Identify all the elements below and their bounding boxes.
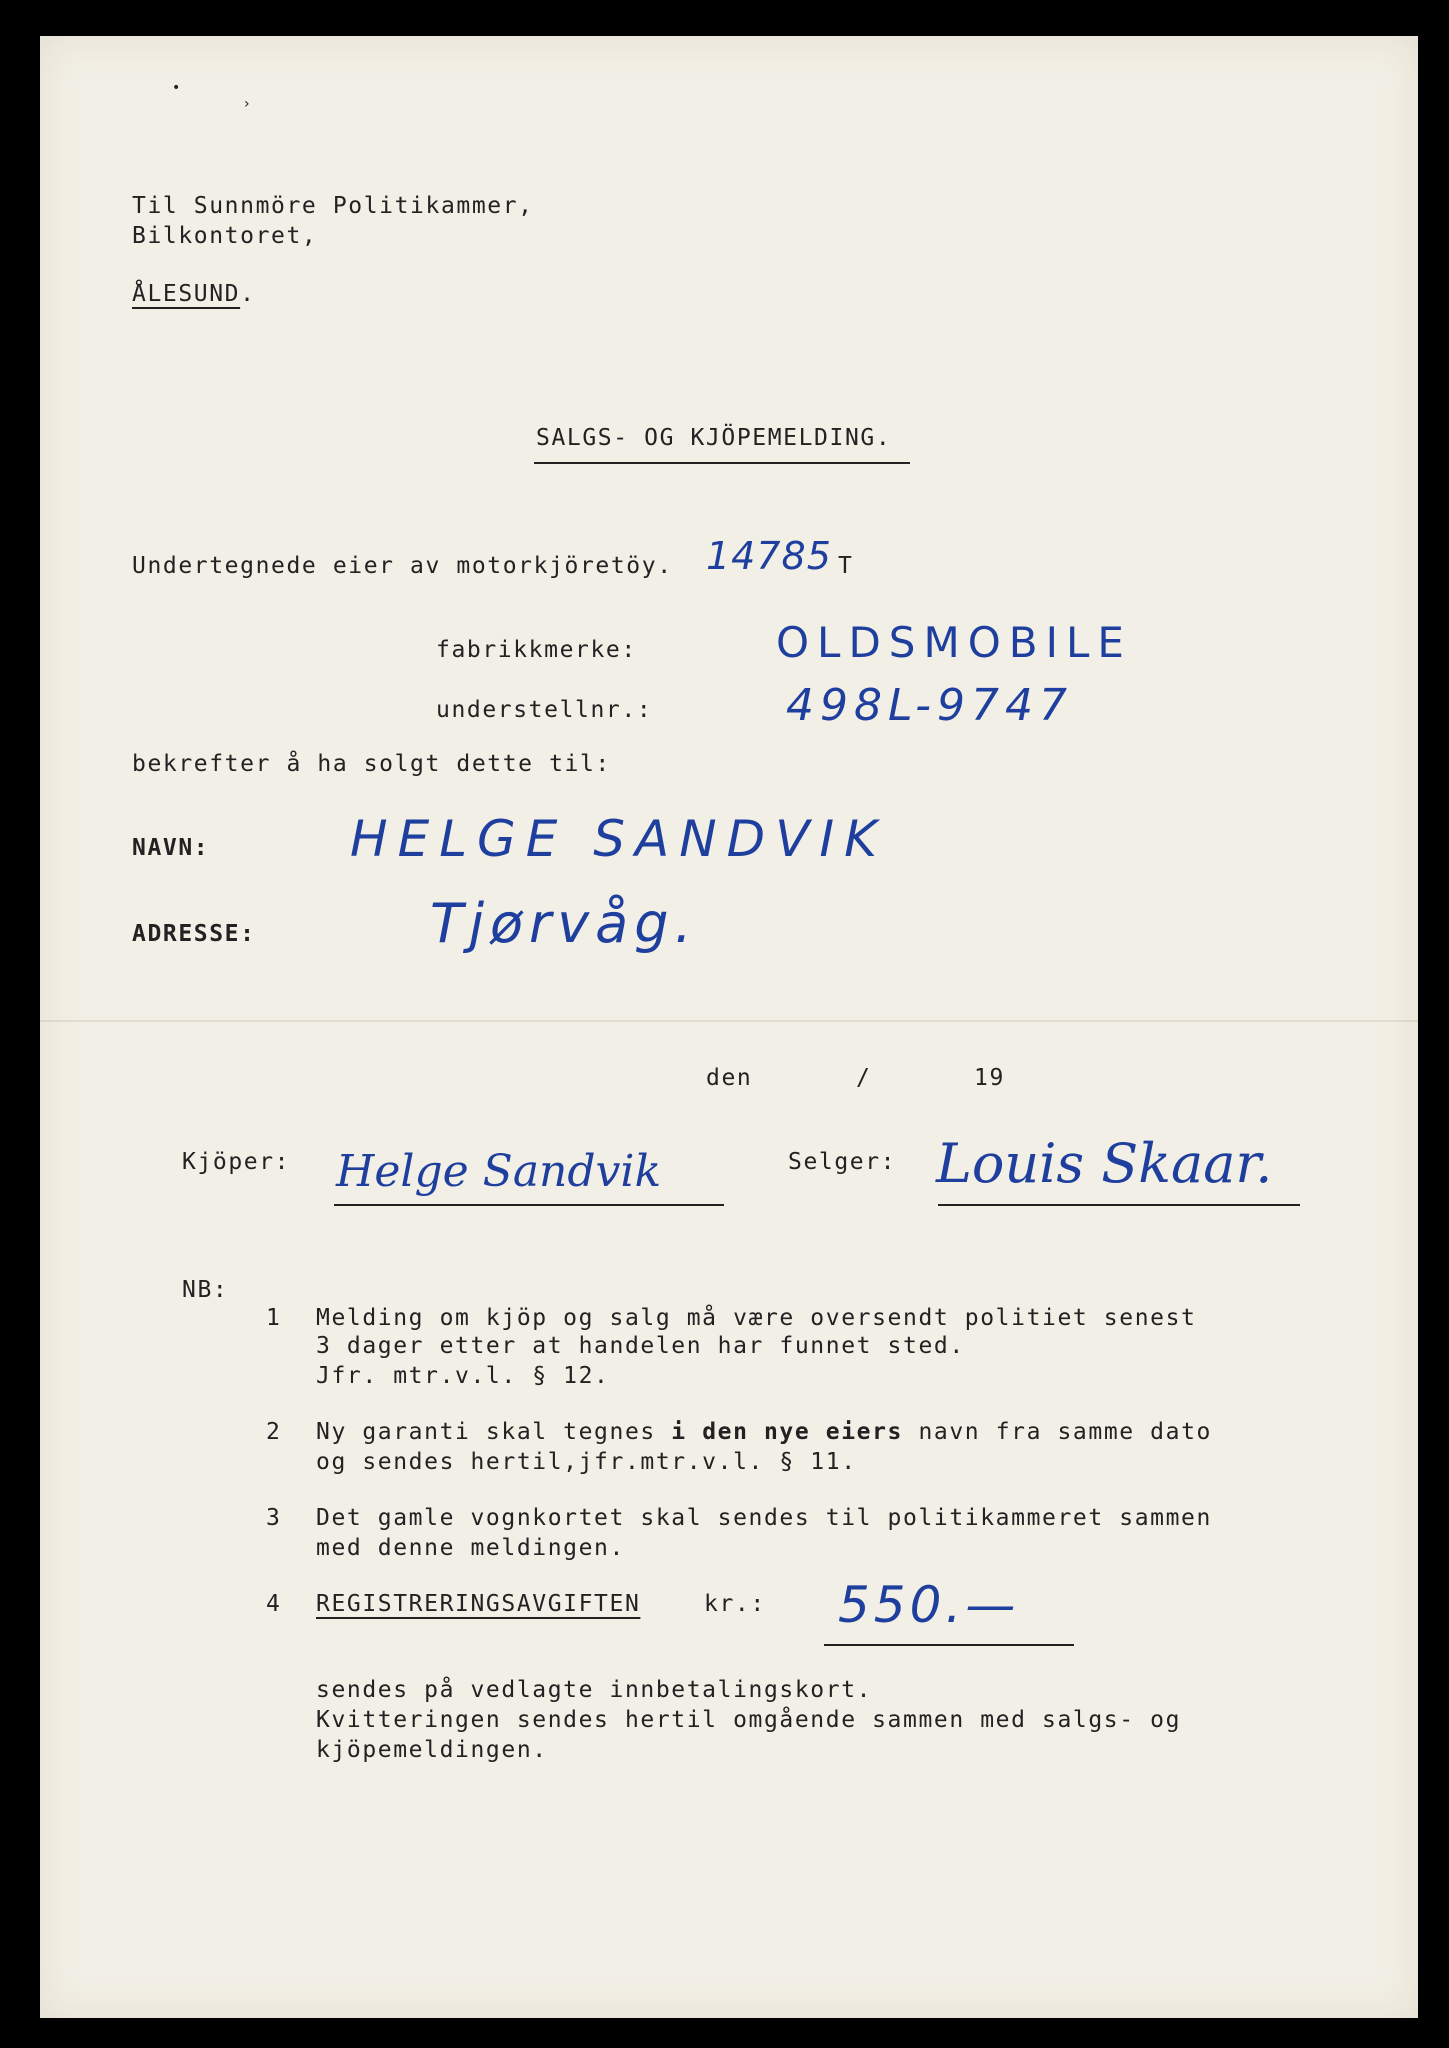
note-3-number: 3 bbox=[266, 1505, 282, 1531]
stray-mark: • bbox=[172, 80, 181, 96]
page-title: SALGS- OG KJÖPEMELDING. bbox=[536, 425, 892, 451]
note-4-line-3: kjöpemeldingen. bbox=[316, 1737, 548, 1763]
chassis-label: understellnr.: bbox=[436, 697, 653, 723]
note-2-line-1-bold: i den nye eiers bbox=[671, 1419, 904, 1445]
date-slash: / bbox=[856, 1065, 872, 1091]
fee-kr: kr.: bbox=[704, 1591, 766, 1617]
seller-signature-line bbox=[938, 1204, 1300, 1206]
note-1-line-2: 3 dager etter at handelen har funnet sted. bbox=[316, 1333, 965, 1359]
buyer-label: Kjöper: bbox=[182, 1149, 291, 1175]
note-2-number: 2 bbox=[266, 1419, 282, 1445]
stray-mark: › bbox=[244, 96, 250, 112]
fee-value: 550.— bbox=[838, 1576, 1020, 1634]
name-label: NAVN: bbox=[132, 835, 210, 861]
notes-label: NB: bbox=[182, 1277, 229, 1303]
note-2-line-1-post: navn fra samme dato bbox=[903, 1419, 1212, 1445]
recipient-line-2: Bilkontoret, bbox=[132, 223, 318, 249]
note-4-line-2: Kvitteringen sendes hertil omgående sammen med salgs- og bbox=[316, 1707, 1182, 1733]
note-1-line-3: Jfr. mtr.v.l. § 12. bbox=[316, 1363, 610, 1389]
paper-fold bbox=[40, 1020, 1418, 1022]
make-value: OLDSMOBILE bbox=[776, 618, 1132, 667]
chassis-value: 498L-9747 bbox=[786, 680, 1073, 731]
name-value: HELGE SANDVIK bbox=[350, 810, 887, 868]
vehicle-number-suffix: T bbox=[838, 553, 854, 579]
note-2-line-2: og sendes hertil,jfr.mtr.v.l. § 11. bbox=[316, 1449, 857, 1475]
date-year-prefix: 19 bbox=[974, 1065, 1005, 1091]
note-3-line-2: med denne meldingen. bbox=[316, 1535, 625, 1561]
vehicle-number-handwritten: 14785 bbox=[706, 534, 832, 578]
note-1-number: 1 bbox=[266, 1305, 282, 1331]
recipient-line-1: Til Sunnmöre Politikammer, bbox=[132, 193, 534, 219]
seller-label: Selger: bbox=[788, 1149, 897, 1175]
date-den: den bbox=[706, 1065, 753, 1091]
make-label: fabrikkmerke: bbox=[436, 637, 637, 663]
seller-signature: Louis Skaar. bbox=[936, 1132, 1273, 1195]
fee-value-line bbox=[824, 1644, 1074, 1646]
owner-label: Undertegnede eier av motorkjöretöy. bbox=[132, 553, 673, 579]
buyer-signature-line bbox=[334, 1204, 724, 1206]
confirm-text: bekrefter å ha solgt dette til: bbox=[132, 751, 611, 777]
address-label: ADRESSE: bbox=[132, 921, 256, 947]
city-name: ÅLESUND bbox=[132, 281, 241, 307]
note-4-number: 4 bbox=[266, 1591, 282, 1617]
note-2-line-1 bbox=[316, 1418, 1212, 1447]
buyer-signature: Helge Sandvik bbox=[336, 1146, 662, 1197]
note-3-line-1: Det gamle vognkortet skal sendes til politikammeret sammen bbox=[316, 1505, 1212, 1531]
title-underline bbox=[534, 462, 910, 464]
city-suffix: . bbox=[240, 281, 256, 307]
note-2-line-1-pre: Ny garanti skal tegnes bbox=[316, 1419, 672, 1445]
recipient-city bbox=[132, 280, 256, 309]
note-1-line-1: Melding om kjöp og salg må være oversendt politiet senest bbox=[316, 1305, 1197, 1331]
address-value: Tjørvåg. bbox=[430, 892, 698, 955]
note-4-line-1: sendes på vedlagte innbetalingskort. bbox=[316, 1677, 873, 1703]
fee-label: REGISTRERINGSAVGIFTEN bbox=[316, 1591, 641, 1617]
